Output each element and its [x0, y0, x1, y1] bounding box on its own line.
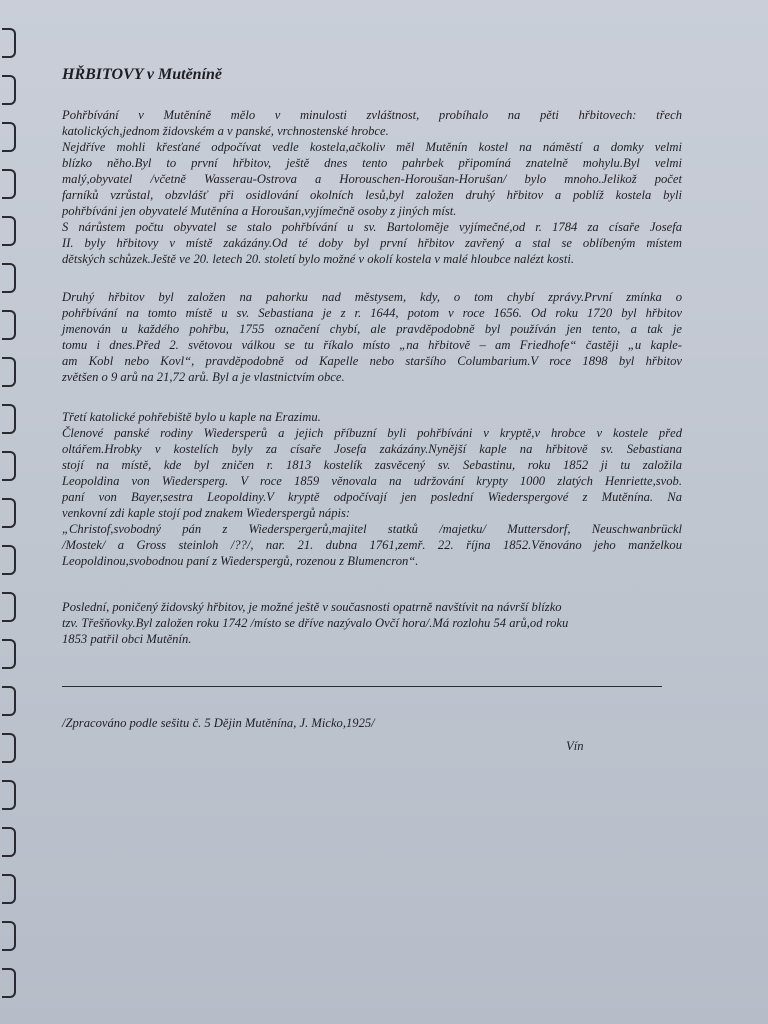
divider-line [62, 686, 662, 687]
text-line: venkovní zdi kaple stojí pod znakem Wiederspergů nápis: [62, 506, 351, 520]
text-line: pohřbíváni jen obyvatelé Mutěnína a Horoušan,vyjímečně osoby z jiných míst. [62, 204, 457, 218]
binding-ring [2, 733, 16, 763]
text-line: stojí na místě, kde byl zničen r. 1813 kostelík zasvěcený sv. Sebastinu, roku 1852 ji tu založila [62, 458, 682, 472]
text-line: /Mostek/ a Gross steinloh /??/, nar. 21. dubna 1761,zemř. 22. října 1852.Věnováno jeho manželkou [62, 538, 682, 552]
binding-ring [2, 921, 16, 951]
text-line: tzv. Třešňovky.Byl založen roku 1742 /místo se dříve nazývalo Ovčí hora/.Má rozlohu 54 arů,od roku [62, 616, 569, 630]
binding-ring [2, 545, 16, 575]
text-line: Třetí katolické pohřebiště bylo u kaple na Erazimu. [62, 410, 321, 424]
text-line: tomu i dnes.Před 2. světovou válkou se tu říkalo místo „na hřbitově – am Friedhofe“ častěji „u kaple- [62, 338, 682, 352]
text-line: S nárůstem počtu obyvatel se stalo pohřbívání u sv. Bartoloměje vyjímečné,od r. 1784 za císaře Josefa [62, 220, 682, 234]
binding-ring [2, 169, 16, 199]
text-line: 1853 patřil obci Mutěnín. [62, 632, 192, 646]
text-line: oltářem.Hrobky v kostelích byly za císaře Josefa zakázány.Nynější kaple na hřbitově sv. Sebastiana [62, 442, 682, 456]
text-line: zvětšen o 9 arů na 21,72 arů. Byl a je vlastnictvím obce. [62, 370, 345, 384]
text-line: jmenován u každého pohřbu, 1755 označení chybí, ale pravděpodobně byl používán jen tento, a tak je [62, 322, 682, 336]
binding-ring [2, 216, 16, 246]
source-note: /Zpracováno podle sešitu č. 5 Dějin Mutěnína, J. Micko,1925/ [62, 716, 375, 730]
binding-ring [2, 968, 16, 998]
binding-ring [2, 592, 16, 622]
binding-ring [2, 827, 16, 857]
binding-ring [2, 310, 16, 340]
binding-ring [2, 686, 16, 716]
text-line: Členové panské rodiny Wiedersperů a jejich příbuzní byli pohřbíváni v kryptě,v hrobce v kostele před [62, 426, 682, 440]
text-line: pohřbívání na tomto místě u sv. Sebastiana je z r. 1644, potom v roce 1656. Od roku 1720 byl hřbitov [62, 306, 682, 320]
binding-ring [2, 780, 16, 810]
text-line: Nejdříve mohli křesťané odpočívat vedle kostela,ačkoliv měl Mutěnín kostel na náměstí a domky velmi [62, 140, 682, 154]
binding-ring [2, 639, 16, 669]
text-line: Poslední, poničený židovský hřbitov, je možné ještě v současnosti opatrně navštívit na návrší blízko [62, 600, 562, 614]
binding-ring [2, 122, 16, 152]
text-line: Pohřbívání v Mutěníně mělo v minulosti zvláštnost, probíhalo na pěti hřbitovech: třech [62, 108, 682, 122]
text-line: paní von Bayer,sestra Leopoldiny.V kryptě odpočívají jen poslední Wiederspergové z Mutěnína. Na [62, 490, 682, 504]
page-title: HŘBITOVY v Mutěníně [62, 66, 223, 83]
binding-ring [2, 451, 16, 481]
text-line: blízko něho.Byl to první hřbitov, ještě dnes tento pahrbek připomíná znatelně mohylu.Byl velmi [62, 156, 682, 170]
text-line: dětských schůzek.Ještě ve 20. letech 20. století bylo možné v okolí kostela v malé hloubce nalézt kosti. [62, 252, 574, 266]
binding-ring [2, 75, 16, 105]
binding-ring [2, 874, 16, 904]
document-page [26, 0, 768, 1024]
text-line: farníků vzrůstal, obzvlášť při osidlování okolních lesů,byl založen druhý hřbitov a poblíž kostela byli [62, 188, 682, 202]
binding-ring [2, 357, 16, 387]
signature: Vín [566, 739, 584, 753]
binding-ring [2, 28, 16, 58]
spiral-binding [0, 0, 22, 1024]
binding-ring [2, 263, 16, 293]
text-line: „Christof,svobodný pán z Wiederspergerů,majitel statků /majetku/ Muttersdorf, Neuschwanbrückl [62, 522, 682, 536]
text-line: am Kobl nebo Kovl“, pravděpodobně od Kapelle nebo staršího Columbarium.V roce 1898 byl hřbitov [62, 354, 682, 368]
text-line: Leopoldinou,svobodnou paní z Wiederspergů, rozenou z Blumencron“. [62, 554, 419, 568]
text-line: II. byly hřbitovy v místě zakázány.Od té doby byl první hřbitov zavřený a stal se oblíbeným místem [62, 236, 682, 250]
binding-ring [2, 498, 16, 528]
text-line: katolických,jednom židovském a v panské, vrchnostenské hrobce. [62, 124, 389, 138]
text-line: Leopoldina von Wiedersperg. V roce 1859 věnovala na udržování krypty 1000 zlatých Henriette,svob. [62, 474, 682, 488]
text-line: malý,obyvatel /včetně Wasserau-Ostrova a Horouschen-Horoušan-Horušan/ bylo mnoho.Jelikož počet [62, 172, 682, 186]
text-line: Druhý hřbitov byl založen na pahorku nad městysem, kdy, o tom chybí zprávy.První zmínka o [62, 290, 682, 304]
binding-ring [2, 404, 16, 434]
